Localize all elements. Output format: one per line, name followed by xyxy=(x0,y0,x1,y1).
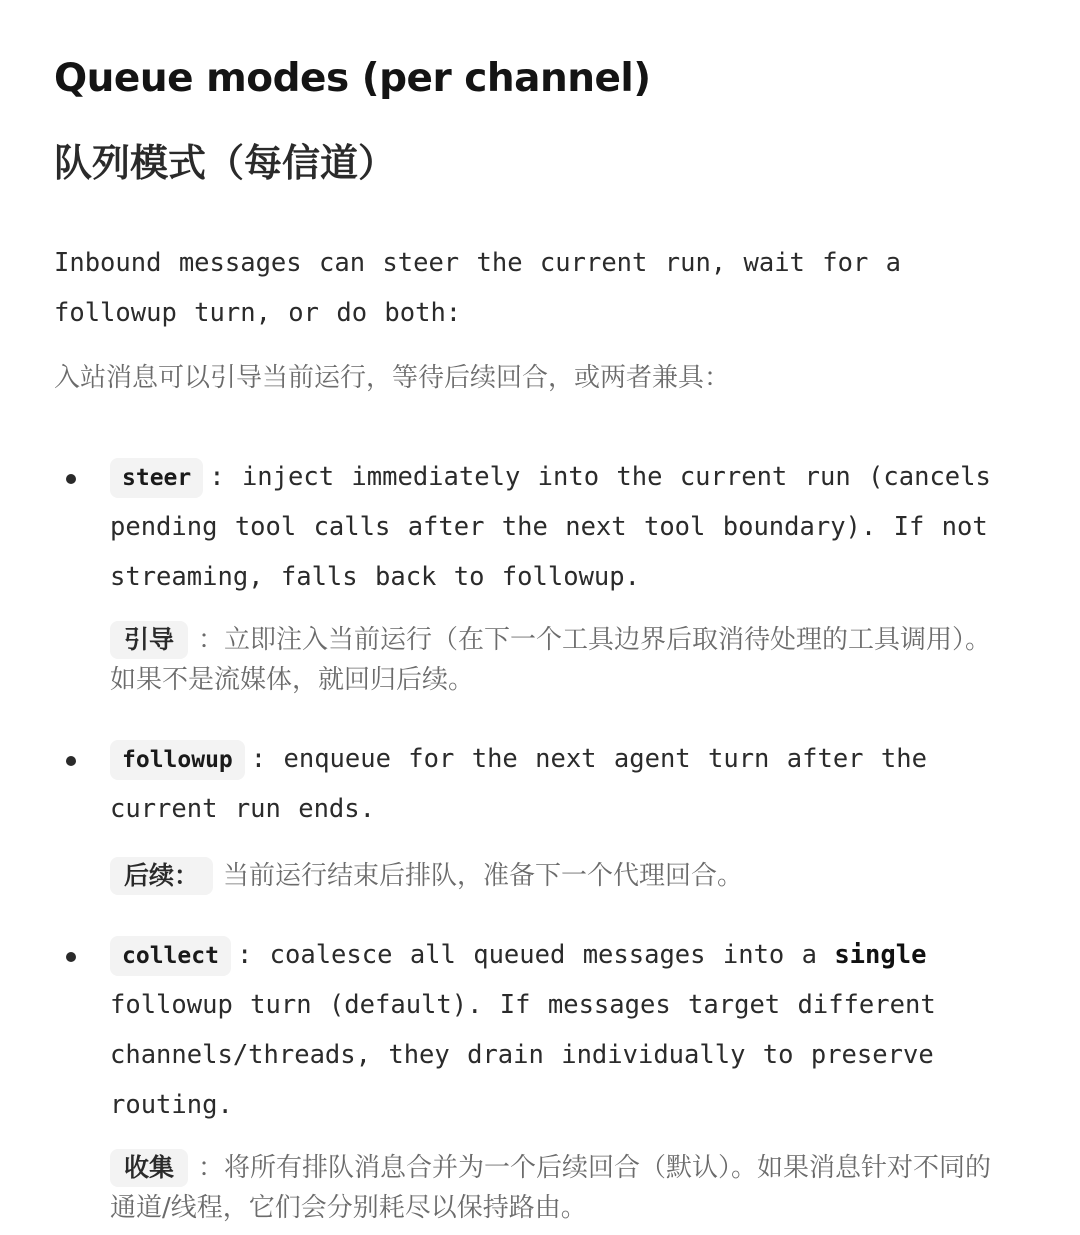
description-text-continued: followup turn (default). If messages target different channels/threads, they drain individually to preserve routing. xyxy=(110,990,936,1120)
list-item-description xyxy=(110,452,1040,602)
description-text: : coalesce all queued messages into a xyxy=(236,940,835,970)
list-item-description xyxy=(110,734,1040,834)
description-text: : inject immediately into the current run (cancels pending tool calls after the next tool boundary). If not streaming, falls back to followup. xyxy=(110,462,991,592)
bullet-icon xyxy=(66,474,76,484)
description-text: : enqueue for the next agent turn after the current run ends. xyxy=(110,744,927,824)
page-title-translation: 队列模式（每信道） xyxy=(54,141,397,185)
list-item-translation xyxy=(110,856,1000,896)
list-item-description xyxy=(110,930,1040,1130)
translation-keyword: 引导 xyxy=(110,621,188,659)
emphasis-text: single xyxy=(834,940,927,970)
translation-text: ：将所有排队消息合并为一个后续回合（默认）。如果消息针对不同的通道/线程，它们会分别耗尽以保持路由。 xyxy=(110,1153,992,1223)
intro-paragraph-translation: 入站消息可以引导当前运行，等待后续回合，或两者兼具： xyxy=(54,363,731,393)
list-item-translation xyxy=(110,1148,1000,1228)
page-title: Queue modes (per channel) xyxy=(54,56,651,101)
bullet-icon xyxy=(66,952,76,962)
code-keyword: steer xyxy=(110,458,203,498)
code-keyword: collect xyxy=(110,936,231,976)
code-keyword: followup xyxy=(110,740,245,780)
translation-keyword: 后续： xyxy=(110,857,213,895)
translation-text: ：立即注入当前运行（在下一个工具边界后取消待处理的工具调用）。如果不是流媒体，就回归后续。 xyxy=(110,625,992,695)
translation-keyword: 收集 xyxy=(110,1149,188,1187)
translation-text: 当前运行结束后排队，准备下一个代理回合。 xyxy=(223,861,744,891)
list-item-translation xyxy=(110,620,1000,700)
intro-paragraph: Inbound messages can steer the current run, wait for a followup turn, or do both: xyxy=(54,248,902,328)
bullet-icon xyxy=(66,756,76,766)
